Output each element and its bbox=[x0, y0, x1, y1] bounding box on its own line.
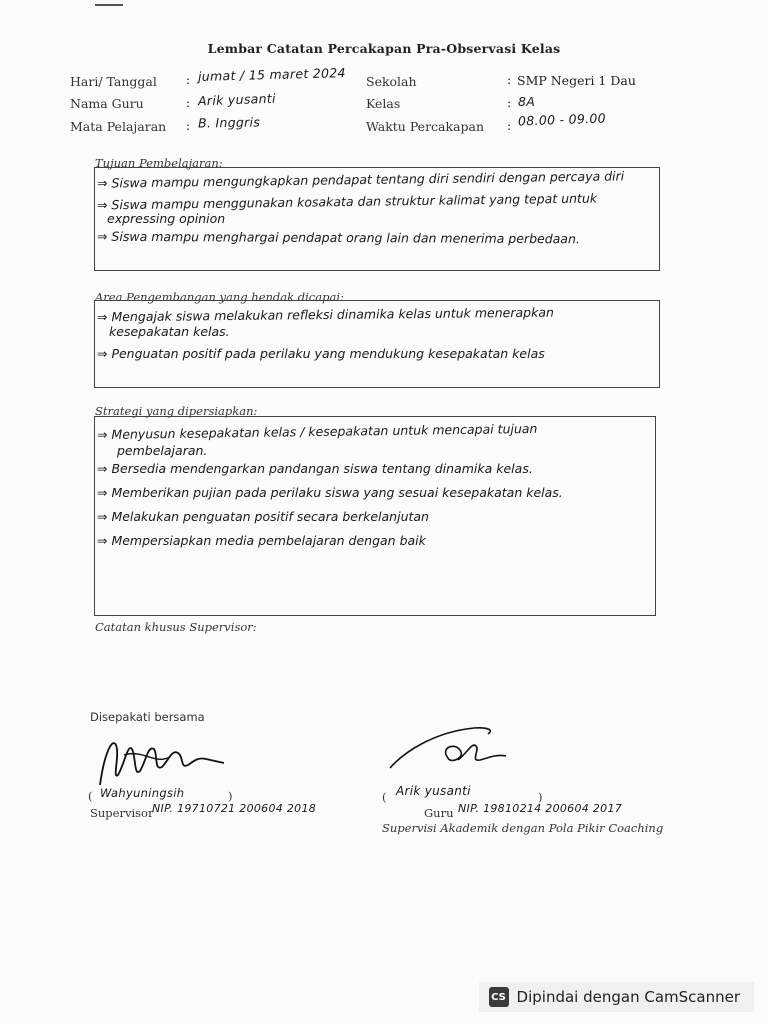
box-strategi bbox=[94, 416, 656, 616]
guru-signature bbox=[384, 722, 524, 782]
camscanner-text: Dipindai dengan CamScanner bbox=[516, 988, 740, 1006]
colon: : bbox=[186, 72, 191, 87]
value-mata-pelajaran: B. Inggris bbox=[197, 114, 261, 131]
value-sekolah: SMP Negeri 1 Dau bbox=[517, 73, 636, 88]
heading-strategi: Strategi yang dipersiapkan: bbox=[95, 404, 258, 418]
disepakati-text: Disepakati bersama bbox=[90, 710, 205, 724]
value-kelas: 8A bbox=[518, 94, 536, 109]
supervisor-open-paren: ( bbox=[88, 789, 93, 803]
value-waktu-percakapan: 08.00 - 09.00 bbox=[517, 110, 607, 129]
scan-mark bbox=[95, 4, 123, 6]
area-line: ⇒ Mengajak siswa melakukan refleksi dinamika kelas untuk menerapkan bbox=[96, 304, 554, 325]
area-line: ⇒ Penguatan positif pada perilaku yang mendukung kesepakatan kelas bbox=[97, 346, 545, 361]
camscanner-icon: CS bbox=[489, 987, 509, 1007]
strategi-line: ⇒ Mempersiapkan media pembelajaran dengan baik bbox=[97, 533, 426, 548]
supervisor-close-paren: ) bbox=[228, 789, 233, 803]
guru-name: Arik yusanti bbox=[396, 784, 471, 798]
area-line: kesepakatan kelas. bbox=[109, 324, 230, 339]
heading-tujuan: Tujuan Pembelajaran: bbox=[95, 156, 223, 170]
box-tujuan bbox=[94, 167, 660, 271]
value-hari-tanggal: jumat / 15 maret 2024 bbox=[197, 65, 346, 84]
tujuan-line: ⇒ Siswa mampu menggunakan kosakata dan struktur kalimat yang tepat untuk bbox=[96, 190, 598, 213]
colon: : bbox=[186, 95, 191, 110]
strategi-line: ⇒ Menyusun kesepakatan kelas / kesepakatan untuk mencapai tujuan bbox=[96, 420, 538, 443]
page-title: Lembar Catatan Percakapan Pra-Observasi Kelas bbox=[207, 41, 561, 56]
guru-open-paren: ( bbox=[382, 790, 387, 804]
box-area bbox=[94, 300, 660, 388]
colon: : bbox=[507, 118, 512, 133]
label-hari-tanggal: Hari/ Tanggal bbox=[70, 74, 157, 89]
colon: : bbox=[507, 72, 512, 87]
guru-nip: NIP. 19810214 200604 2017 bbox=[458, 802, 623, 815]
supervisor-signature bbox=[94, 735, 234, 790]
guru-close-paren: ) bbox=[538, 790, 543, 804]
strategi-line: ⇒ Bersedia mendengarkan pandangan siswa tentang dinamika kelas. bbox=[97, 461, 533, 476]
heading-catatan: Catatan khusus Supervisor: bbox=[95, 620, 257, 634]
heading-area: Area Pengembangan yang hendak dicapai: bbox=[95, 290, 344, 304]
tujuan-line: expressing opinion bbox=[107, 211, 226, 226]
label-sekolah: Sekolah bbox=[366, 74, 417, 89]
strategi-line: pembelajaran. bbox=[117, 443, 208, 458]
label-kelas: Kelas bbox=[366, 96, 401, 111]
value-nama-guru: Arik yusanti bbox=[197, 90, 277, 109]
label-waktu-percakapan: Waktu Percakapan bbox=[366, 119, 485, 134]
supervisor-role: Supervisor bbox=[90, 806, 154, 820]
supervisor-name: Wahyuningsih bbox=[100, 786, 185, 800]
label-mata-pelajaran: Mata Pelajaran bbox=[70, 119, 167, 134]
footer-note: Supervisi Akademik dengan Pola Pikir Coaching bbox=[382, 821, 664, 835]
strategi-line: ⇒ Melakukan penguatan positif secara berkelanjutan bbox=[97, 509, 429, 524]
label-nama-guru: Nama Guru bbox=[70, 96, 144, 111]
tujuan-line: ⇒ Siswa mampu menghargai pendapat orang lain dan menerima perbedaan. bbox=[96, 228, 580, 247]
supervisor-nip: NIP. 19710721 200604 2018 bbox=[152, 802, 317, 815]
colon: : bbox=[186, 118, 191, 133]
colon: : bbox=[507, 95, 512, 110]
tujuan-line: ⇒ Siswa mampu mengungkapkan pendapat tentang diri sendiri dengan percaya diri bbox=[96, 168, 625, 191]
camscanner-badge bbox=[479, 982, 754, 1012]
strategi-line: ⇒ Memberikan pujian pada perilaku siswa yang sesuai kesepakatan kelas. bbox=[97, 485, 563, 500]
guru-role: Guru bbox=[424, 806, 454, 820]
